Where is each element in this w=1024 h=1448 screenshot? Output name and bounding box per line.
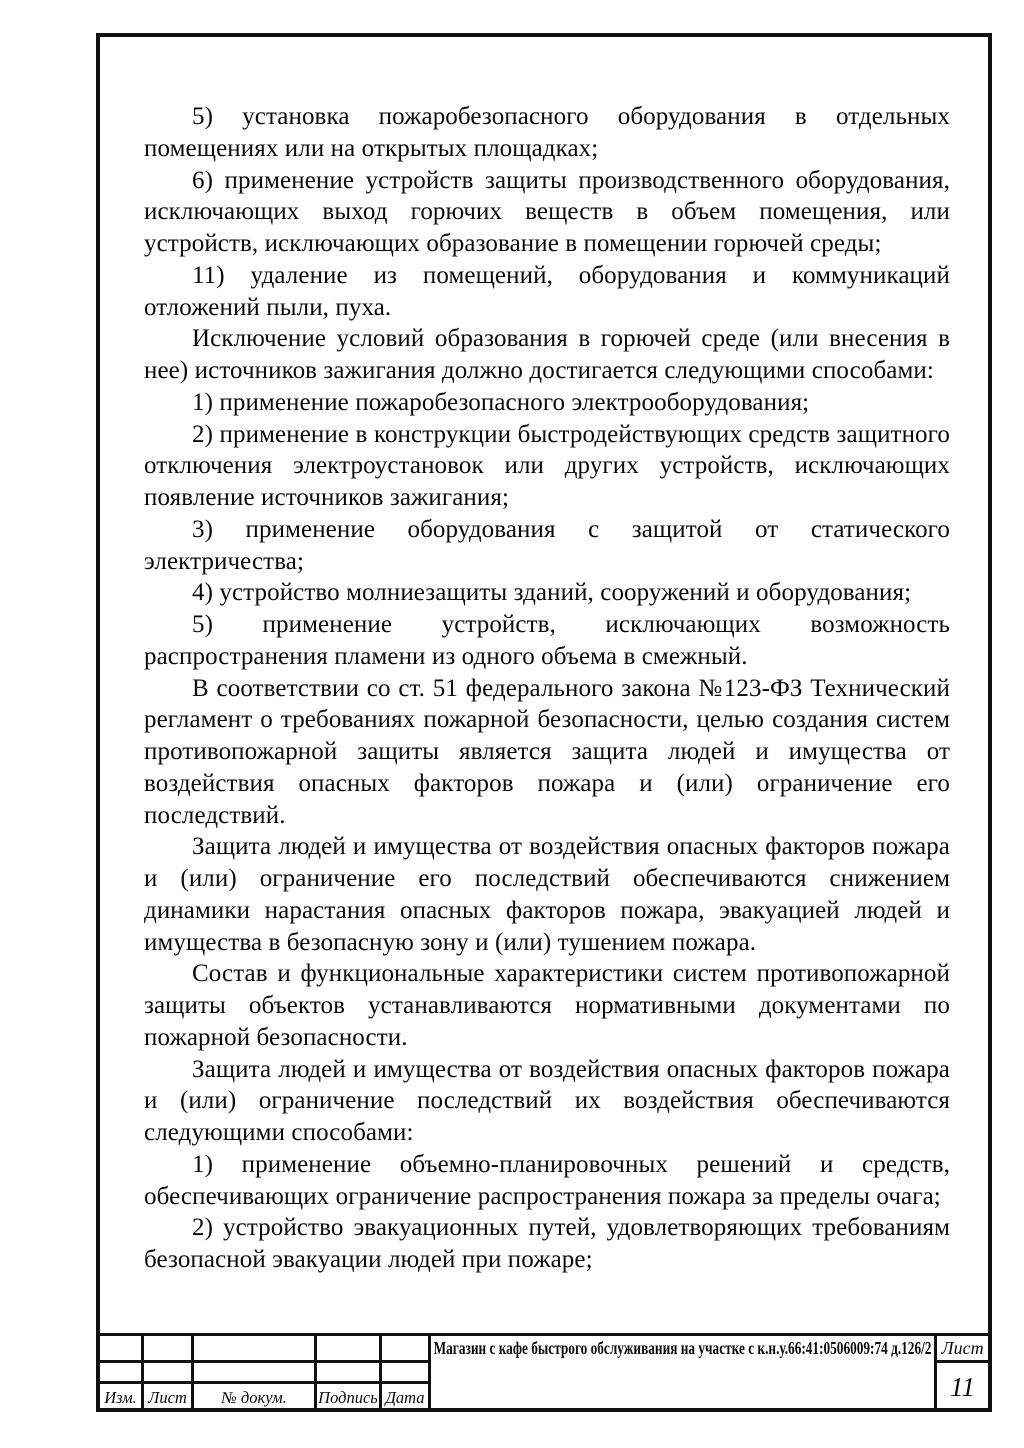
revision-cell [194, 1363, 317, 1384]
revision-cell [317, 1336, 382, 1363]
sheet-frame [96, 33, 992, 1412]
paragraph: 3) применение оборудования с защитой от статического электричества; [144, 515, 950, 575]
paragraph: 1) применение пожаробезопасного электрооборудования; [192, 388, 810, 416]
paragraph: 2) применение в конструкции быстродействующих средств защитного отключения электроустановок или других устройств, исключающих появление источников зажигания; [144, 420, 950, 511]
column-header-izm: Изм. [100, 1384, 144, 1411]
project-title-cell [431, 1336, 937, 1411]
document-body [100, 37, 988, 1276]
paragraph: В соответствии со ст. 51 федерального закона №123-ФЗ Технический регламент о требованиях пожарной безопасности, целью создания систем противопожарной защиты является защита людей и имущества от воздействия опасных факторов пожара и (или) ограничение его последствий. [144, 674, 950, 829]
paragraph: Защита людей и имущества от воздействия опасных факторов пожара и (или) ограничение последствий их воздействия обеспечиваются следующими способами: [144, 1055, 950, 1146]
paragraph: 2) устройство эвакуационных путей, удовлетворяющих требованиям безопасной эвакуации людей при пожаре; [144, 1214, 950, 1273]
paragraph: 6) применение устройств защиты производственного оборудования, исключающих выход горючих веществ в объем помещения, или устройств, исключающих образование в помещении горючей среды; [144, 166, 950, 257]
sheet-label: Лист [937, 1336, 988, 1363]
paragraph: 4) устройство молниезащиты зданий, сооружений и оборудования; [192, 579, 912, 607]
column-header-doc-num: № докум. [194, 1384, 317, 1411]
revision-cell [382, 1363, 431, 1384]
paragraph: 5) применение устройств, исключающих возможность распространения пламени из одного объема в смежный. [144, 611, 950, 670]
revision-cell [317, 1363, 382, 1384]
revision-cell [100, 1336, 144, 1363]
column-header-list: Лист [144, 1384, 194, 1411]
revision-cell [100, 1363, 144, 1384]
paragraph: Защита людей и имущества от воздействия опасных факторов пожара и (или) ограничение его последствий обеспечиваются снижением динамики нарастания опасных факторов пожара, эвакуацией людей и имущества в безопасную зону и (или) тушением пожара. [144, 833, 950, 956]
project-title: Магазин с кафе быстрого обслуживания на участке с к.н.у.66:41:0506009:74 д.126/2 [433, 1338, 932, 1358]
title-block [100, 1333, 988, 1408]
revision-cell [382, 1336, 431, 1363]
paragraph: Состав и функциональные характеристики систем противопожарной защиты объектов устанавливаются нормативными документами по пожарной безопасности. [144, 960, 950, 1051]
column-header-signature: Подпись [317, 1384, 382, 1411]
column-header-date: Дата [382, 1384, 431, 1411]
revision-cell [144, 1363, 194, 1384]
sheet-number: 11 [950, 1371, 975, 1402]
revision-cell [144, 1336, 194, 1363]
paragraph: 5) установка пожаробезопасного оборудования в отдельных помещениях или на открытых площадках; [144, 103, 950, 162]
paragraph: Исключение условий образования в горючей среде (или внесения в нее) источников зажигания должно достигается следующими способами: [144, 325, 950, 384]
revision-cell [194, 1336, 317, 1363]
paragraph: 1) применение объемно-планировочных решений и средств, обеспечивающих ограничение распространения пожара за пределы очага; [144, 1150, 950, 1210]
paragraph: 11) удаление из помещений, оборудования и коммуникаций отложений пыли, пуха. [144, 261, 950, 321]
